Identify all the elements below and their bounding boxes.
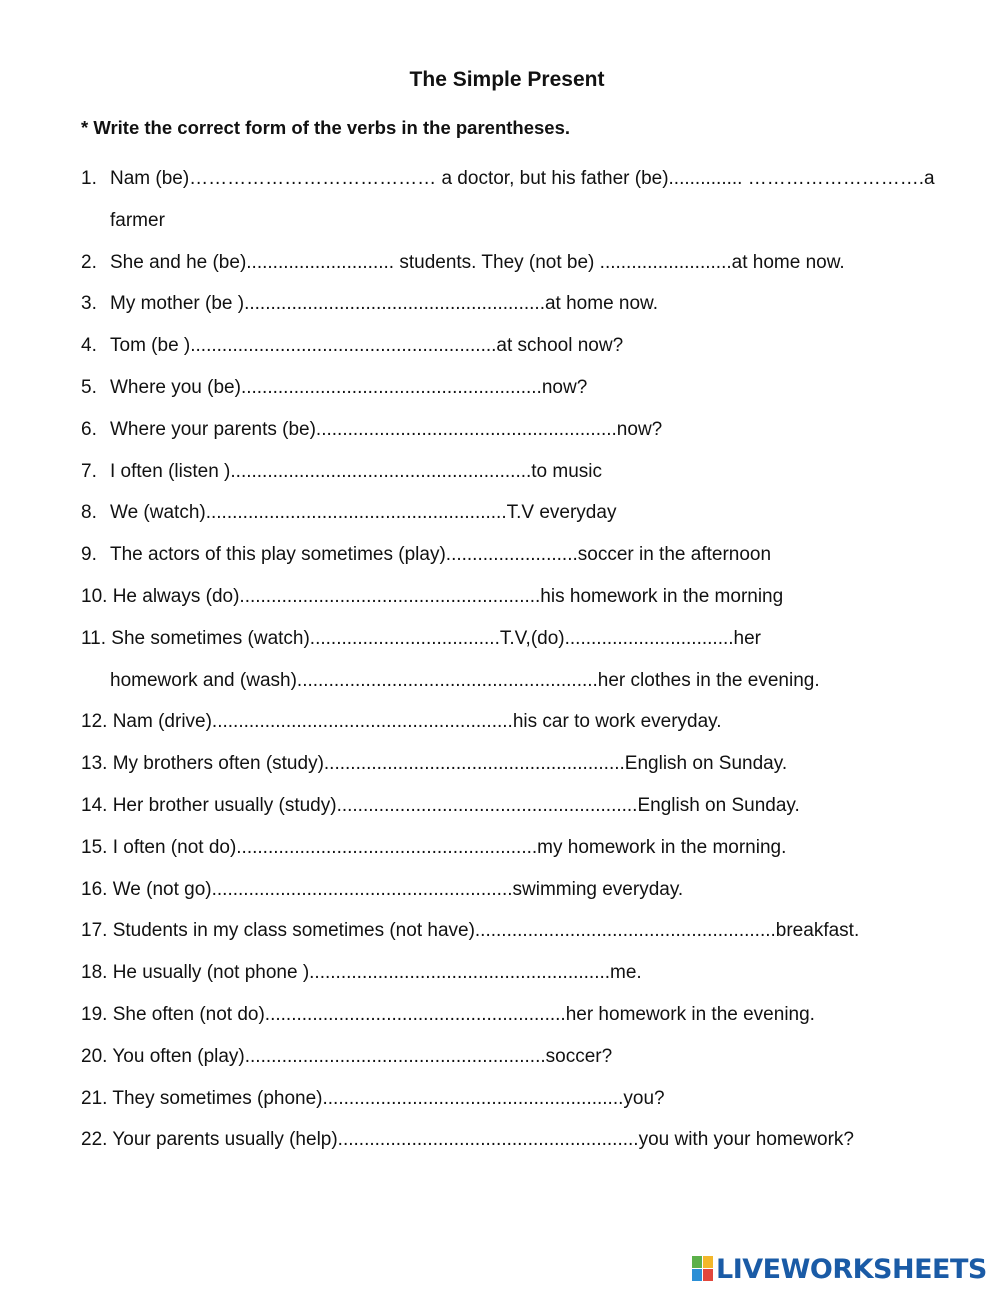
exercise-item	[81, 492, 971, 534]
item-number: 11.	[81, 627, 107, 649]
item-text: Nam (be)………………………………… a doctor, but his father (be).............. ……………………….a	[110, 168, 935, 189]
item-text: Where your parents (be).........................................................now?	[110, 418, 663, 440]
exercise-item	[81, 576, 971, 618]
item-number: 17.	[81, 920, 108, 942]
exercise-item	[81, 451, 971, 493]
exercise-list	[81, 158, 971, 1161]
item-number: 9.	[81, 544, 97, 566]
exercise-item	[81, 534, 971, 576]
exercise-item	[81, 283, 971, 325]
item-number: 10.	[81, 585, 108, 607]
exercise-item	[81, 701, 971, 743]
item-number: 15.	[81, 836, 108, 858]
item-text: They sometimes (phone).........................................................you?	[112, 1087, 665, 1109]
item-text: He usually (not phone ).........................................................me.	[112, 962, 642, 984]
item-text: homework and (wash).........................................................her clothes in the evening.	[110, 669, 820, 691]
exercise-item	[81, 158, 971, 200]
exercise-item-continuation	[81, 200, 971, 242]
item-text: Her brother usually (study).........................................................English on Sunday.	[112, 794, 800, 816]
exercise-item	[81, 409, 971, 451]
item-text: She often (not do).........................................................her homework in the evening.	[112, 1003, 815, 1025]
item-text: She and he (be)............................ students. They (not be) .........................at home now.	[110, 251, 845, 273]
exercise-item-continuation	[81, 660, 971, 702]
exercise-item	[81, 1078, 971, 1120]
page-title: The Simple Present	[409, 68, 605, 91]
item-number: 14.	[81, 794, 108, 816]
item-text: He always (do).........................................................his homework in the morning	[112, 585, 784, 607]
item-text: My brothers often (study).........................................................English on Sunday.	[112, 753, 788, 775]
item-number: 1.	[81, 168, 97, 189]
item-text: Students in my class sometimes (not have).........................................................breakfast.	[112, 920, 860, 942]
item-text: Nam (drive).........................................................his car to work everyday.	[112, 711, 722, 733]
item-text: The actors of this play sometimes (play).........................soccer in the afternoon	[110, 544, 772, 566]
exercise-item	[81, 994, 971, 1036]
liveworksheets-logo	[692, 1254, 987, 1284]
item-number: 18.	[81, 962, 108, 984]
exercise-item	[81, 1036, 971, 1078]
item-number: 7.	[81, 460, 97, 482]
exercise-item	[81, 618, 971, 660]
item-text: Your parents usually (help).........................................................you with your homework?	[112, 1129, 854, 1151]
item-text: Tom (be )..........................................................at school now?	[110, 335, 624, 357]
exercise-item	[81, 827, 971, 869]
exercise-item	[81, 743, 971, 785]
item-number: 4.	[81, 335, 97, 357]
item-text: You often (play).........................................................soccer?	[112, 1045, 613, 1067]
item-text: She sometimes (watch)....................................T.V,(do)................................her	[111, 627, 761, 649]
item-text: farmer	[110, 209, 165, 231]
exercise-item	[81, 910, 971, 952]
exercise-item	[81, 325, 971, 367]
item-text: My mother (be ).........................................................at home now.	[110, 293, 658, 315]
item-text: I often (not do).........................................................my homework in the morning.	[112, 836, 787, 858]
exercise-item	[81, 242, 971, 284]
logo-mark-icon	[692, 1256, 714, 1282]
instruction: * Write the correct form of the verbs in the parentheses.	[81, 117, 571, 138]
exercise-item	[81, 367, 971, 409]
item-text: I often (listen ).........................................................to music	[110, 460, 603, 482]
item-number: 8.	[81, 502, 97, 524]
item-number: 6.	[81, 418, 97, 440]
logo-text: LIVEWORKSHEETS	[716, 1253, 987, 1285]
exercise-item	[81, 1119, 971, 1161]
item-number: 13.	[81, 753, 108, 775]
item-number: 20.	[81, 1045, 108, 1067]
item-number: 12.	[81, 711, 108, 733]
item-number: 22.	[81, 1129, 108, 1151]
exercise-item	[81, 785, 971, 827]
exercise-item	[81, 952, 971, 994]
exercise-item	[81, 869, 971, 911]
item-number: 2.	[81, 251, 97, 273]
item-number: 5.	[81, 376, 97, 398]
item-text: We (not go).........................................................swimming everyday.	[112, 878, 684, 900]
item-number: 21.	[81, 1087, 108, 1109]
item-text: Where you (be).........................................................now?	[110, 376, 588, 398]
item-number: 19.	[81, 1003, 108, 1025]
item-number: 3.	[81, 293, 97, 315]
item-number: 16.	[81, 878, 108, 900]
item-text: We (watch).........................................................T.V everyday	[110, 502, 617, 524]
